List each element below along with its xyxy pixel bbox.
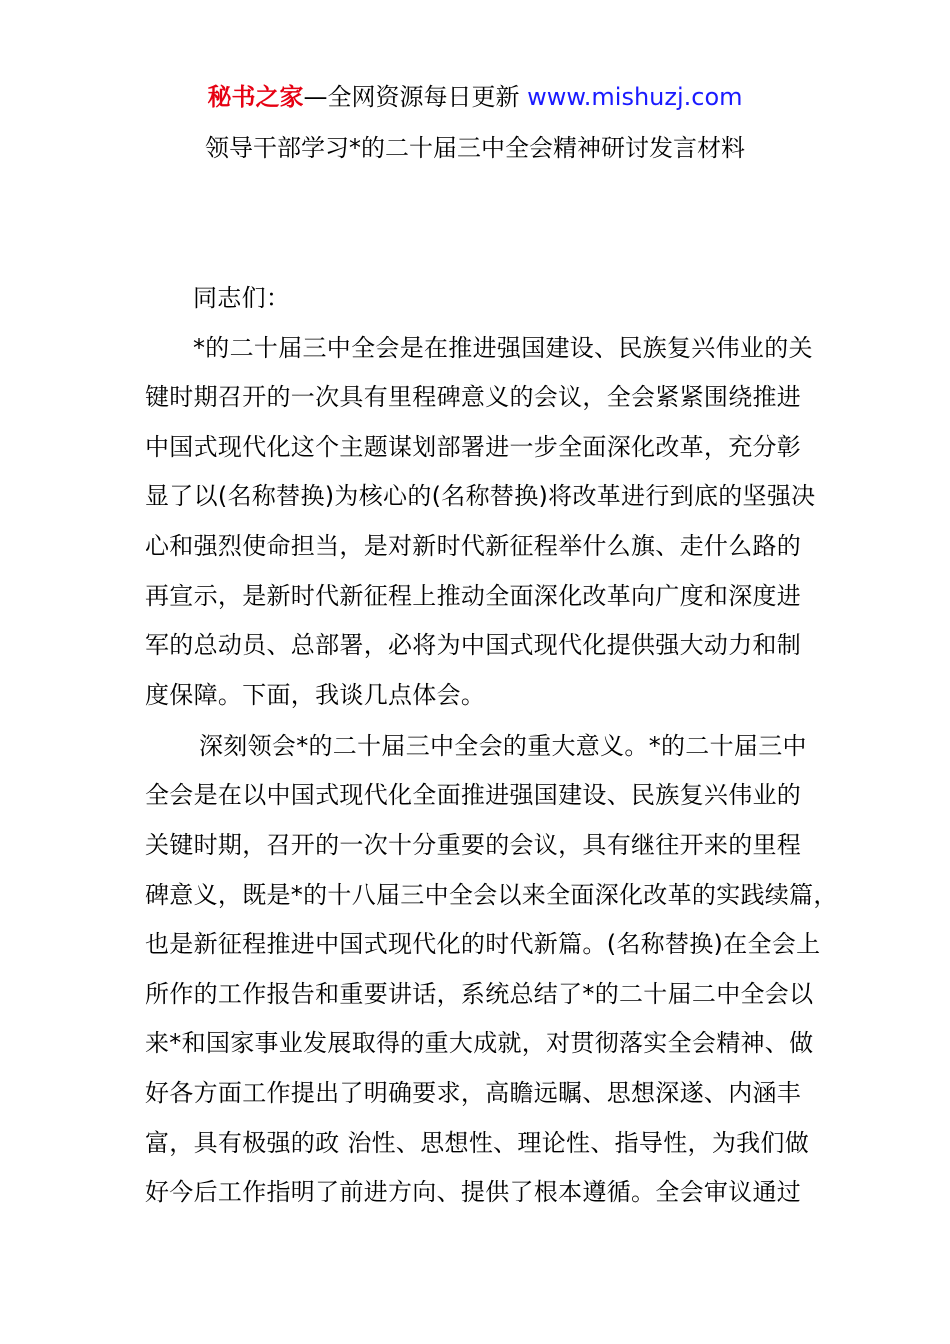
paragraph-line: 显了以(名称替换)为核心的(名称替换)将改革进行到底的坚强决 — [145, 482, 816, 510]
paragraph-line: 全会是在以中国式现代化全面推进强国建设、民族复兴伟业的 — [145, 781, 802, 809]
paragraph-line: 碑意义，既是*的十八届三中全会以来全面深化改革的实践续篇， — [145, 881, 838, 909]
brand-name: 秘书之家 — [207, 83, 304, 111]
paragraph-line: 富，具有极强的政 治性、思想性、理论性、指导性，为我们做 — [145, 1129, 810, 1157]
site-header — [0, 80, 950, 114]
paragraph-line: 也是新征程推进中国式现代化的时代新篇。(名称替换)在全会上 — [145, 930, 821, 958]
paragraph-line: *的二十届三中全会是在推进强国建设、民族复兴伟业的关 — [193, 334, 813, 362]
site-tagline: —全网资源每日更新 — [303, 83, 528, 111]
paragraph-line: 度保障。下面，我谈几点体会。 — [145, 681, 486, 709]
paragraph-line: 好各方面工作提出了明确要求，高瞻远瞩、思想深遂、内涵丰 — [145, 1079, 802, 1107]
paragraph-line: 键时期召开的一次具有里程碑意义的会议，全会紧紧围绕推进 — [145, 383, 802, 411]
paragraph-line: 中国式现代化这个主题谋划部署进一步全面深化改革，充分彰 — [145, 433, 802, 461]
document-title: 领导干部学习*的二十届三中全会精神研讨发言材料 — [205, 134, 745, 162]
salutation: 同志们： — [193, 284, 291, 312]
paragraph-line: 关键时期，召开的一次十分重要的会议，具有继往开来的里程 — [145, 831, 802, 859]
paragraph-line: 所作的工作报告和重要讲话，系统总结了*的二十届二中全会以 — [145, 980, 814, 1008]
paragraph-line: 再宣示，是新时代新征程上推动全面深化改革向广度和深度进 — [145, 582, 802, 610]
paragraph-line: 心和强烈使命担当，是对新时代新征程举什么旗、走什么路的 — [145, 532, 802, 560]
paragraph-line: 军的总动员、总部署，必将为中国式现代化提供强大动力和制 — [145, 631, 802, 659]
site-url-link[interactable]: www.mishuzj.com — [527, 83, 743, 111]
paragraph-line: 好今后工作指明了前进方向、提供了根本遵循。全会审议通过 — [145, 1178, 802, 1206]
paragraph-line: 来*和国家事业发展取得的重大成就，对贯彻落实全会精神、做 — [145, 1029, 814, 1057]
paragraph-line: 深刻领会*的二十届三中全会的重大意义。*的二十届三中 — [199, 732, 807, 760]
